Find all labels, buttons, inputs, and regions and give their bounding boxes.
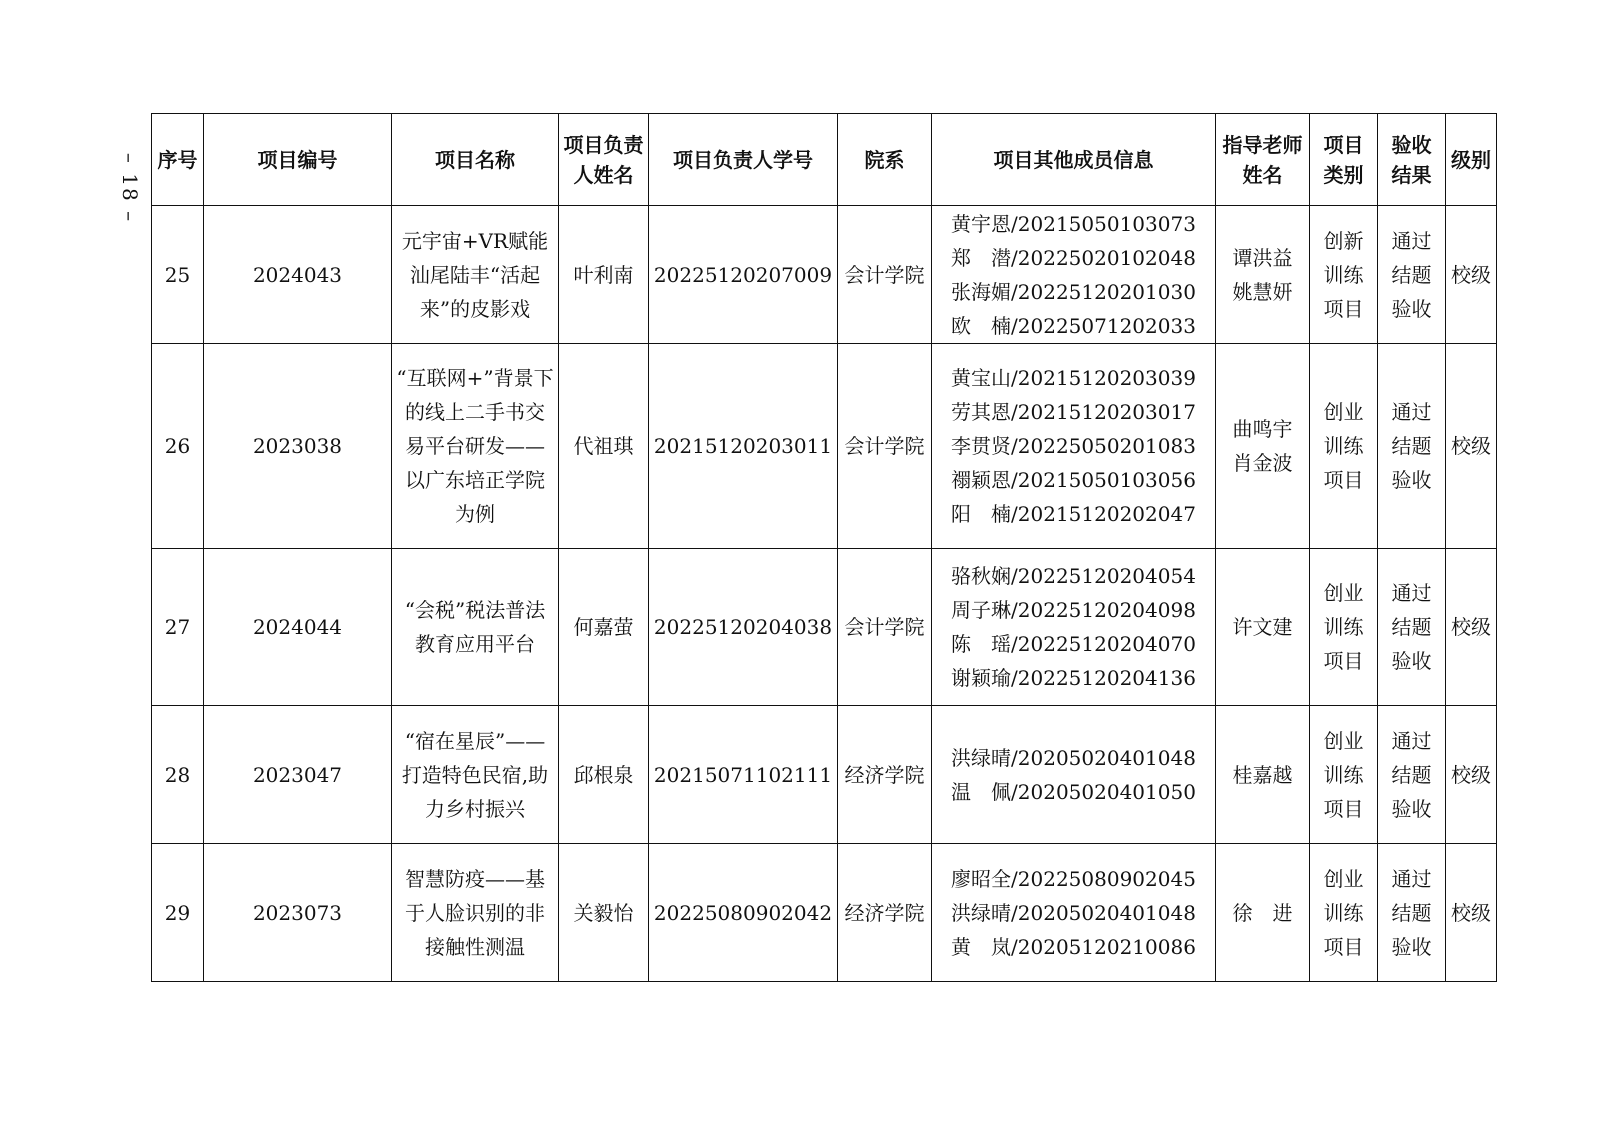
header-seq: 序号 xyxy=(152,114,204,206)
member-entry: 黄宇恩/20215050103073 xyxy=(951,211,1196,236)
row-members xyxy=(932,549,1216,706)
row-members xyxy=(932,344,1216,549)
row-leader-name: 邱根泉 xyxy=(559,706,649,844)
row-advisor xyxy=(1216,344,1310,549)
row-leader-id: 20225080902042 xyxy=(649,844,838,982)
member-entry: 廖昭全/20225080902045 xyxy=(951,866,1196,891)
row-dept: 会计学院 xyxy=(838,344,932,549)
row-category: 创业训练项目 xyxy=(1310,344,1378,549)
row-result: 通过结题验收 xyxy=(1378,549,1446,706)
row-code: 2023047 xyxy=(204,706,392,844)
member-entry: 洪绿晴/20205020401048 xyxy=(951,745,1196,770)
member-entry: 谢颖瑜/20225120204136 xyxy=(951,666,1196,690)
row-seq: 26 xyxy=(152,344,204,549)
row-leader-name: 关毅怡 xyxy=(559,844,649,982)
row-advisor xyxy=(1216,706,1310,844)
member-entry: 温 佩/20205020401050 xyxy=(951,779,1196,804)
table-row xyxy=(152,344,1497,549)
header-leader-id: 项目负责人学号 xyxy=(649,114,838,206)
advisor-name: 肖金波 xyxy=(1232,451,1293,475)
advisor-name: 姚慧妍 xyxy=(1232,279,1293,304)
row-level: 校级 xyxy=(1446,344,1497,549)
header-advisor: 指导老师姓名 xyxy=(1216,114,1310,206)
member-entry: 黄宝山/20215120203039 xyxy=(951,366,1196,390)
row-leader-id: 20225120207009 xyxy=(649,206,838,344)
member-entry: 陈 瑶/20225120204070 xyxy=(951,632,1196,656)
row-leader-name: 代祖琪 xyxy=(559,344,649,549)
member-entry: 张海媚/20225120201030 xyxy=(951,279,1196,304)
table-row xyxy=(152,206,1497,344)
row-category: 创新训练项目 xyxy=(1310,206,1378,344)
row-advisor xyxy=(1216,549,1310,706)
row-category: 创业训练项目 xyxy=(1310,549,1378,706)
row-project-name: “宿在星辰”——打造特色民宿,助力乡村振兴 xyxy=(392,706,559,844)
row-dept: 经济学院 xyxy=(838,706,932,844)
header-name: 项目名称 xyxy=(392,114,559,206)
row-leader-id: 20215071102111 xyxy=(649,706,838,844)
member-entry: 洪绿晴/20205020401048 xyxy=(951,900,1196,925)
row-members xyxy=(932,206,1216,344)
advisor-name: 曲鸣宇 xyxy=(1232,417,1293,441)
member-entry: 劳其恩/20215120203017 xyxy=(951,400,1196,424)
header-leader-name: 项目负责人姓名 xyxy=(559,114,649,206)
row-seq: 25 xyxy=(152,206,204,344)
row-dept: 经济学院 xyxy=(838,844,932,982)
table-row xyxy=(152,844,1497,982)
advisor-name: 徐 进 xyxy=(1232,900,1293,925)
table-row xyxy=(152,706,1497,844)
header-category: 项目类别 xyxy=(1310,114,1378,206)
row-result: 通过结题验收 xyxy=(1378,206,1446,344)
header-members: 项目其他成员信息 xyxy=(932,114,1216,206)
member-entry: 骆秋娴/20225120204054 xyxy=(951,564,1196,588)
row-dept: 会计学院 xyxy=(838,549,932,706)
row-category: 创业训练项目 xyxy=(1310,844,1378,982)
member-entry: 欧 楠/20225071202033 xyxy=(951,313,1196,338)
row-code: 2024044 xyxy=(204,549,392,706)
row-result: 通过结题验收 xyxy=(1378,344,1446,549)
row-leader-name: 何嘉萤 xyxy=(559,549,649,706)
member-entry: 周子琳/20225120204098 xyxy=(951,598,1196,622)
row-result: 通过结题验收 xyxy=(1378,706,1446,844)
row-seq: 29 xyxy=(152,844,204,982)
member-entry: 郑 潜/20225020102048 xyxy=(951,245,1196,270)
row-code: 2023073 xyxy=(204,844,392,982)
row-code: 2024043 xyxy=(204,206,392,344)
row-project-name: 智慧防疫——基于人脸识别的非接触性测温 xyxy=(392,844,559,982)
advisor-name: 谭洪益 xyxy=(1232,245,1293,270)
row-members xyxy=(932,844,1216,982)
projects-table xyxy=(151,113,1497,982)
advisor-name: 桂嘉越 xyxy=(1232,762,1293,787)
row-advisor xyxy=(1216,844,1310,982)
row-project-name: 元宇宙+VR赋能汕尾陆丰“活起来”的皮影戏 xyxy=(392,206,559,344)
row-level: 校级 xyxy=(1446,206,1497,344)
row-level: 校级 xyxy=(1446,844,1497,982)
advisor-name: 许文建 xyxy=(1232,615,1293,639)
header-result: 验收结果 xyxy=(1378,114,1446,206)
table-header-row xyxy=(152,114,1497,206)
row-category: 创业训练项目 xyxy=(1310,706,1378,844)
member-entry: 黄 岚/20205120210086 xyxy=(951,934,1196,959)
row-advisor xyxy=(1216,206,1310,344)
row-leader-id: 20225120204038 xyxy=(649,549,838,706)
row-project-name: “互联网+”背景下的线上二手书交易平台研发——以广东培正学院为例 xyxy=(392,344,559,549)
table-row xyxy=(152,549,1497,706)
page-number: – 18 – xyxy=(118,152,143,224)
row-leader-id: 20215120203011 xyxy=(649,344,838,549)
row-level: 校级 xyxy=(1446,549,1497,706)
member-entry: 阳 楠/20215120202047 xyxy=(951,502,1196,526)
header-code: 项目编号 xyxy=(204,114,392,206)
row-leader-name: 叶利南 xyxy=(559,206,649,344)
row-result: 通过结题验收 xyxy=(1378,844,1446,982)
row-code: 2023038 xyxy=(204,344,392,549)
row-members xyxy=(932,706,1216,844)
header-level: 级别 xyxy=(1446,114,1497,206)
row-project-name: “会税”税法普法教育应用平台 xyxy=(392,549,559,706)
row-seq: 28 xyxy=(152,706,204,844)
row-level: 校级 xyxy=(1446,706,1497,844)
row-seq: 27 xyxy=(152,549,204,706)
member-entry: 禤颖恩/20215050103056 xyxy=(951,468,1196,492)
header-dept: 院系 xyxy=(838,114,932,206)
member-entry: 李贯贤/20225050201083 xyxy=(951,434,1196,458)
row-dept: 会计学院 xyxy=(838,206,932,344)
